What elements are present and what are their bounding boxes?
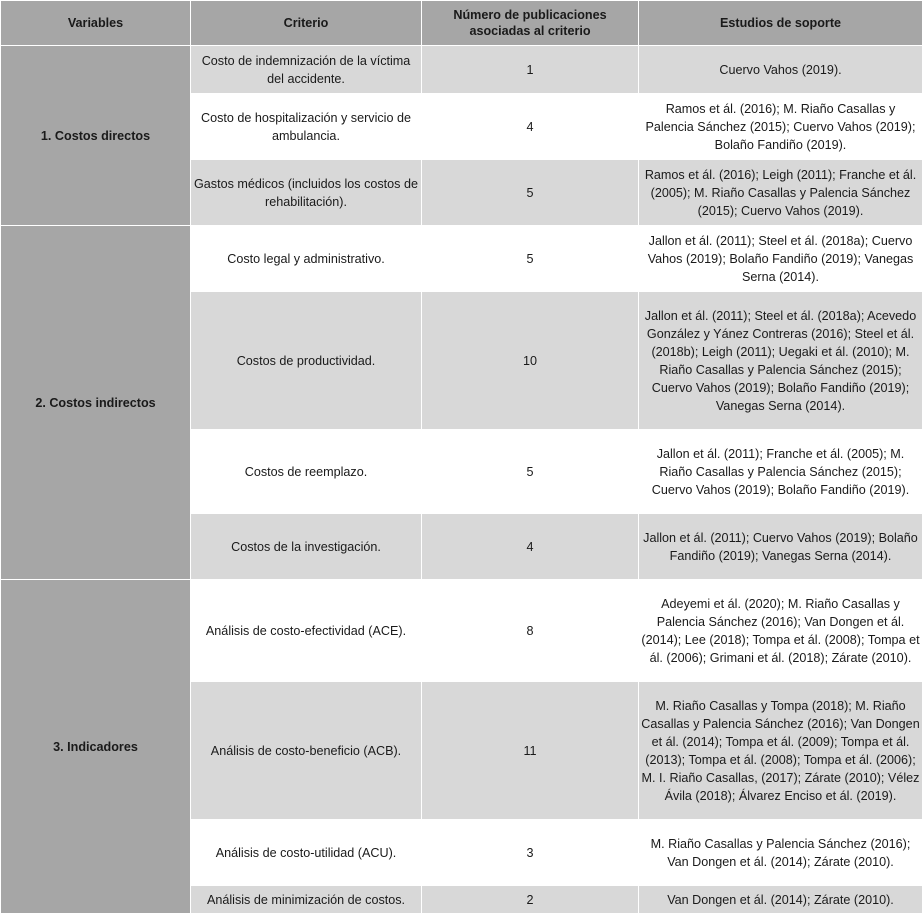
header-estudios: Estudios de soporte	[639, 1, 922, 46]
criterio-cell: Gastos médicos (incluidos los costos de rehabilitación).	[191, 160, 422, 226]
header-criterio: Criterio	[191, 1, 422, 46]
table-row	[1, 46, 922, 94]
numero-cell: 5	[422, 160, 639, 226]
estudios-cell: Adeyemi et ál. (2020); M. Riaño Casallas y Palencia Sánchez (2016); Van Dongen et ál. (2014); Lee (2018); Tompa et ál. (2008); Tompa et ál. (2006); Grimani et ál. (2018); Zárate (2010).	[639, 580, 922, 682]
criterio-cell: Costo legal y administrativo.	[191, 226, 422, 292]
variable-cell: 1. Costos directos	[1, 46, 191, 226]
numero-cell: 3	[422, 820, 639, 886]
estudios-cell: Ramos et ál. (2016); M. Riaño Casallas y Palencia Sánchez (2015); Cuervo Vahos (2019); Bolaño Fandiño (2019).	[639, 94, 922, 160]
numero-cell: 4	[422, 514, 639, 580]
estudios-cell: Jallon et ál. (2011); Steel et ál. (2018a); Cuervo Vahos (2019); Bolaño Fandiño (2019); Vanegas Serna (2014).	[639, 226, 922, 292]
numero-cell: 10	[422, 292, 639, 430]
estudios-cell: Jallon et ál. (2011); Franche et ál. (2005); M. Riaño Casallas y Palencia Sánchez (2015); Cuervo Vahos (2019); Bolaño Fandiño (2019).	[639, 430, 922, 514]
variable-cell: 3. Indicadores	[1, 580, 191, 914]
estudios-cell: Jallon et ál. (2011); Cuervo Vahos (2019); Bolaño Fandiño (2019); Vanegas Serna (2014).	[639, 514, 922, 580]
numero-cell: 1	[422, 46, 639, 94]
criterio-cell: Análisis de costo-utilidad (ACU).	[191, 820, 422, 886]
estudios-cell: M. Riaño Casallas y Palencia Sánchez (2016); Van Dongen et ál. (2014); Zárate (2010).	[639, 820, 922, 886]
variable-cell: 2. Costos indirectos	[1, 226, 191, 580]
header-variables: Variables	[1, 1, 191, 46]
numero-cell: 4	[422, 94, 639, 160]
criterio-cell: Costos de reemplazo.	[191, 430, 422, 514]
criterio-cell: Análisis de minimización de costos.	[191, 886, 422, 914]
estudios-cell: Van Dongen et ál. (2014); Zárate (2010).	[639, 886, 922, 914]
numero-cell: 8	[422, 580, 639, 682]
header-numero: Número de publicaciones asociadas al criterio	[422, 1, 639, 46]
criterio-cell: Costo de indemnización de la víctima del accidente.	[191, 46, 422, 94]
header-row	[1, 1, 922, 46]
numero-cell: 5	[422, 430, 639, 514]
criterio-cell: Análisis de costo-beneficio (ACB).	[191, 682, 422, 820]
numero-cell: 2	[422, 886, 639, 914]
table-row	[1, 226, 922, 292]
estudios-cell: Jallon et ál. (2011); Steel et ál. (2018a); Acevedo González y Yánez Contreras (2016); Steel et ál. (2018b); Leigh (2011); Uegaki et ál. (2010); M. Riaño Casallas y Palencia Sánchez (2015); Cuervo Vahos (2019); Bolaño Fandiño (2019); Vanegas Serna (2014).	[639, 292, 922, 430]
numero-cell: 11	[422, 682, 639, 820]
estudios-cell: M. Riaño Casallas y Tompa (2018); M. Riaño Casallas y Palencia Sánchez (2016); Van Dongen et ál. (2014); Tompa et ál. (2009); Tompa et ál. (2013); Tompa et ál. (2008); Tompa et ál. (2006); M. I. Riaño Casallas, (2017); Zárate (2010); Vélez Ávila (2018); Álvarez Enciso et ál. (2019).	[639, 682, 922, 820]
criterio-cell: Costos de productividad.	[191, 292, 422, 430]
criterio-cell: Análisis de costo-efectividad (ACE).	[191, 580, 422, 682]
criterio-cell: Costo de hospitalización y servicio de ambulancia.	[191, 94, 422, 160]
numero-cell: 5	[422, 226, 639, 292]
estudios-cell: Ramos et ál. (2016); Leigh (2011); Franche et ál. (2005); M. Riaño Casallas y Palencia Sánchez (2015); Cuervo Vahos (2019).	[639, 160, 922, 226]
estudios-cell: Cuervo Vahos (2019).	[639, 46, 922, 94]
criterio-cell: Costos de la investigación.	[191, 514, 422, 580]
table-row	[1, 580, 922, 682]
